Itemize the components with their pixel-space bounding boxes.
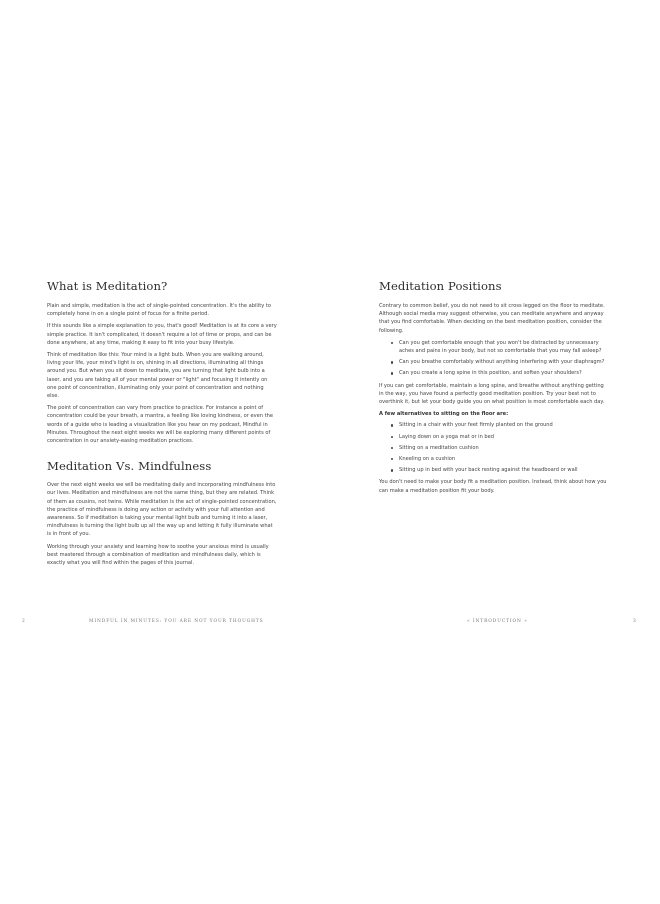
list-item: Kneeling on a cushion [379, 455, 609, 463]
bullet-icon [391, 447, 393, 449]
paragraph: Contrary to common belief, you do not need to sit cross legged on the floor to meditate. Although social media may suggest otherwise, you can meditate anywhere and anyway that you find comfortable. When deciding on the best meditation position, consider the following. [379, 303, 605, 334]
list-item: Sitting in a chair with your feet firmly planted on the ground [379, 421, 609, 429]
left-running-header-text: MINDFUL IN MINUTES: YOU ARE NOT YOUR THOUGHTS [89, 619, 264, 624]
bullet-icon [391, 436, 393, 438]
divider-glyph: » [521, 619, 528, 624]
list-item: Sitting up in bed with your back resting against the headboard or wall [379, 466, 609, 474]
bullet-icon [391, 361, 393, 363]
bullet-icon [391, 469, 393, 471]
bullet-icon [391, 372, 393, 374]
bullet-icon [391, 342, 393, 344]
bullet-icon [391, 458, 393, 460]
alternatives-label: A few alternatives to sitting on the floor are: [379, 411, 509, 418]
paragraph: Over the next eight weeks we will be meditating daily and incorporating mindfulness into our lives. Meditation and mindfulness are not the same thing, but they are related. Think of them as cousins, not twins. While meditation is the act of single-pointed concentration, the practice of mindfulness is doing any action or activity with your full attention and awareness. So if meditation is taking your mental light bulb and turning it into a laser, mindfulness is turning the light bulb up all the way up and letting it fully illuminate what is in front of you. [47, 482, 277, 538]
right-running-header [467, 619, 528, 625]
list-item: Sitting on a meditation cushion [379, 444, 609, 452]
right-page-column [379, 279, 609, 499]
bullet-icon [391, 424, 393, 426]
alternatives-list [379, 421, 609, 474]
list-item: Can you breathe comfortably without anything interfering with your diaphragm? [379, 358, 609, 366]
left-page-number: 2 [22, 619, 26, 624]
paragraph: You don't need to make your body fit a meditation position. Instead, think about how you can make a meditation position fit your body. [379, 479, 607, 494]
paragraph: Working through your anxiety and learning how to soothe your anxious mind is usually best mastered through a combination of meditation and mindfulness daily, which is exactly what you will find within the pages of this journal. [47, 543, 269, 567]
right-running-header-text: INTRODUCTION [472, 619, 522, 624]
list-item: Can you get comfortable enough that you won't be distracted by unnecessary aches and pains in your body, but not so comfortable that you may fall asleep? [379, 339, 609, 355]
left-running-header [89, 619, 264, 625]
question-list [379, 339, 609, 378]
paragraph: If you can get comfortable, maintain a long spine, and breathe without anything getting in the way, you have found a perfectly good meditation position. Try your best not to overthink it, but let your body guide you on what position is most comfortable each day. [379, 382, 605, 406]
list-item: Can you create a long spine in this position, and soften your shoulders? [379, 369, 609, 377]
paragraph: Plain and simple, meditation is the act of single-pointed concentration. It's the ability to completely hone in on a single point of focus for a finite period. [47, 303, 272, 318]
heading-meditation-vs-mindfulness: Meditation Vs. Mindfulness [47, 459, 212, 474]
right-page-number: 3 [633, 619, 637, 624]
list-item: Laying down on a yoga mat or in bed [379, 433, 609, 441]
heading-meditation-positions: Meditation Positions [379, 279, 502, 293]
paragraph: If this sounds like a simple explanation to you, that's good! Meditation is at its core a very simple practice. It isn't complicated, it doesn't require a lot of time or props, and can be done anywhere, at any time, making it easy to fit into your busy lifestyle. [47, 323, 277, 346]
divider-glyph: « [467, 619, 473, 624]
paragraph: The point of concentration can vary from practice to practice. For instance a point of concentration could be your breath, a mantra, a feeling like loving kindness, or even the words of a guide who is leading a visualization like you hear on my podcast, Mindful in Minutes. Throughout the next eight weeks we will be exploring many different points of concentration in our anxiety-easing meditation practices. [47, 405, 273, 445]
heading-what-is-meditation: What is Meditation? [47, 279, 168, 293]
left-page-column [47, 279, 277, 571]
paragraph: Think of meditation like this: Your mind is a light bulb. When you are walking around, living your life, your mind's light is on, shining in all directions, illuminating all things around you. But when you sit down to meditate, you are turning that light bulb into a laser, and you are taking all of your mental power or "light" and focusing it intently on one point of concentration, illuminating only your point of concentration and nothing else. [47, 352, 268, 400]
